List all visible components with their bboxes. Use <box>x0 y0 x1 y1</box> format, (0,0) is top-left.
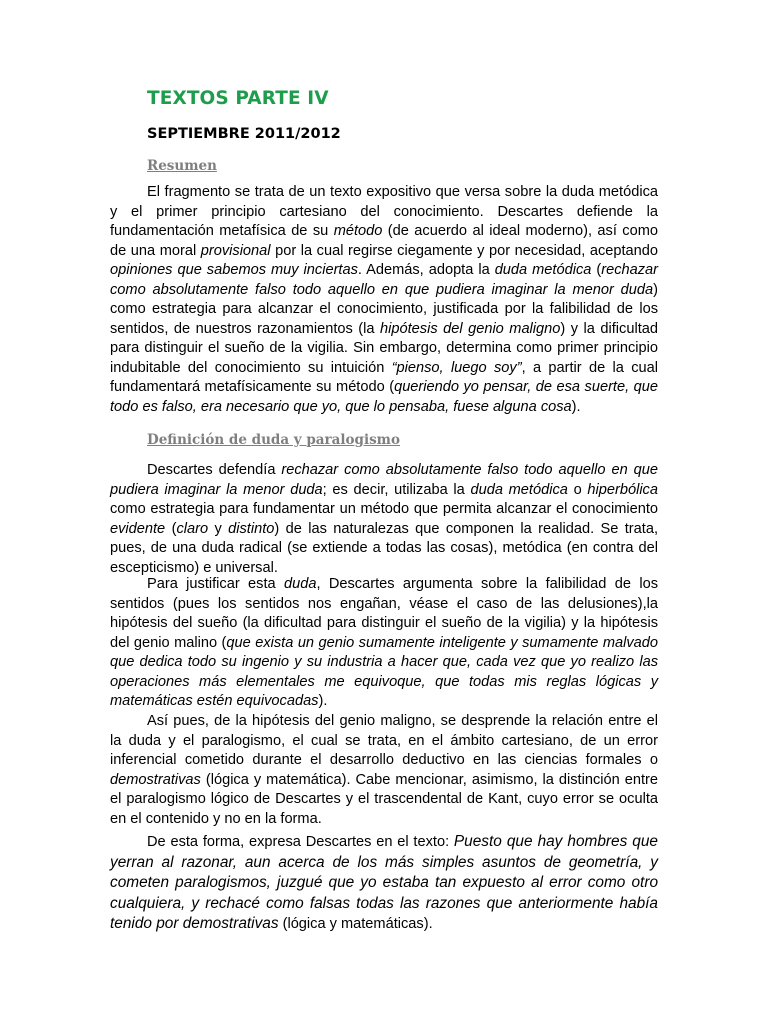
text-run: (de acuerdo al ideal moderno), así como de una moral <box>110 223 658 259</box>
text-run: , Descartes argumenta sobre la falibilidad de los sentidos (pues los sentidos nos engañan, véase el caso de las delusiones),la hipótesis del sueño (la dificultad para distinguir el sueño de la vigilia) y la hipótesis del genio malino ( <box>110 576 658 651</box>
text-run: (lógica y matemáticas). <box>278 916 433 932</box>
text-run: ) y la dificultad para distinguir el sueño de la vigilia. Sin embargo, determina como primer principio indubitable del conocimiento su intuición <box>110 320 658 376</box>
text-run: por la cual regirse ciegamente y por necesidad, aceptando <box>270 242 658 259</box>
text-run: Para justificar esta <box>147 576 284 592</box>
text-run: De esta forma, expresa Descartes en el texto: <box>147 834 454 850</box>
document-subtitle: SEPTIEMBRE 2011/2012 <box>147 126 341 142</box>
text-run: o <box>567 481 588 498</box>
paragraph-definicion-1 <box>110 461 658 578</box>
italic-run: hiperbólica <box>587 481 658 498</box>
italic-run: rechazar como absolutamente falso todo aquello en que pudiera imaginar la menor duda <box>110 262 658 298</box>
text-run: ) como estrategia para alcanzar el conocimiento, justificada por la falibilidad de los sentidos, de nuestros razonamientos (la <box>110 281 658 337</box>
text-run: ( <box>591 262 602 278</box>
italic-run: hipótesis del genio maligno <box>380 320 561 337</box>
italic-run: rechazar como absolutamente falso todo aquello en que pudiera imaginar la menor duda <box>110 462 658 498</box>
text-run: ). <box>571 398 581 415</box>
paragraph-definicion-4 <box>110 832 658 935</box>
italic-run: queriendo yo pensar, de esa suerte, que todo es falso, era necesario que yo, que lo pensaba, fuese alguna cosa <box>110 379 658 415</box>
italic-run: distinto <box>228 520 275 537</box>
text-run: Así pues, de la hipótesis del genio maligno, se desprende la relación entre el la duda y el paralogismo, el cual se trata, en el ámbito cartesiano, de un error inferencial cometido durante el desarrollo deductivo en las ciencias formales o <box>110 713 658 768</box>
italic-run: que exista un genio sumamente inteligente y sumamente malvado que dedica todo su ingenio y su industria a hacer que, cada vez que yo realizo las operaciones más elementales me equivoque, que todas mis reglas lógicas y matemáticas estén equivocadas <box>110 634 658 709</box>
text-run: ; es decir, utilizaba la <box>322 481 471 498</box>
text-run: . Además, adopta la <box>357 262 495 278</box>
paragraph-resumen <box>110 183 658 417</box>
italic-run: demostrativas <box>110 771 201 788</box>
italic-run: claro <box>176 520 209 537</box>
section-heading-definicion: Definición de duda y paralogismo <box>147 432 400 448</box>
text-run: El fragmento se trata de un texto expositivo que versa sobre la duda metódica y el primer principio cartesiano del conocimiento. Descartes defiende la fundamentación metafísica de su <box>110 184 658 239</box>
italic-run: duda metódica <box>494 262 592 278</box>
text-run: , a partir de la cual fundamentará metafísicamente su método ( <box>110 359 659 395</box>
text-run: ). <box>318 693 328 709</box>
italic-run: provisional <box>200 242 271 259</box>
section-heading-resumen: Resumen <box>147 158 217 174</box>
italic-run: “pienso, luego soy” <box>391 359 522 376</box>
text-run: ) de las naturalezas que componen la realidad. Se trata, pues, de una duda radical (se extiende a todas las cosas), metódica (en contra del escepticismo) e universal. <box>110 520 659 576</box>
text-run: y <box>208 520 229 537</box>
paragraph-definicion-3 <box>110 712 658 829</box>
italic-run: opiniones que sabemos muy inciertas <box>110 262 358 278</box>
text-run: como estrategia para fundamentar un método que permita alcanzar el conocimiento <box>110 501 658 517</box>
text-run: (lógica y matemática). Cabe mencionar, asimismo, la distinción entre el paralogismo lógico de Descartes y el trascendental de Kant, cuyo error se oculta en el contenido y no en la forma. <box>110 771 658 827</box>
quote-run: Puesto que hay hombres que yerran al razonar, aun acerca de los más simples asuntos de geometría, y cometen paralogismos, juzgué que yo estaba tan expuesto al error como otro cualquiera, y rechacé como falsas todas las razones que anteriormente había tenido por demostrativas <box>110 833 658 932</box>
italic-run: evidente <box>110 520 166 537</box>
italic-run: duda metódica <box>470 481 568 498</box>
italic-run: duda <box>283 576 317 592</box>
paragraph-definicion-2 <box>110 575 658 712</box>
text-run: Descartes defendía <box>147 462 282 478</box>
document-title: TEXTOS PARTE IV <box>147 88 329 109</box>
italic-run: método <box>333 223 383 239</box>
text-run: ( <box>165 520 177 537</box>
